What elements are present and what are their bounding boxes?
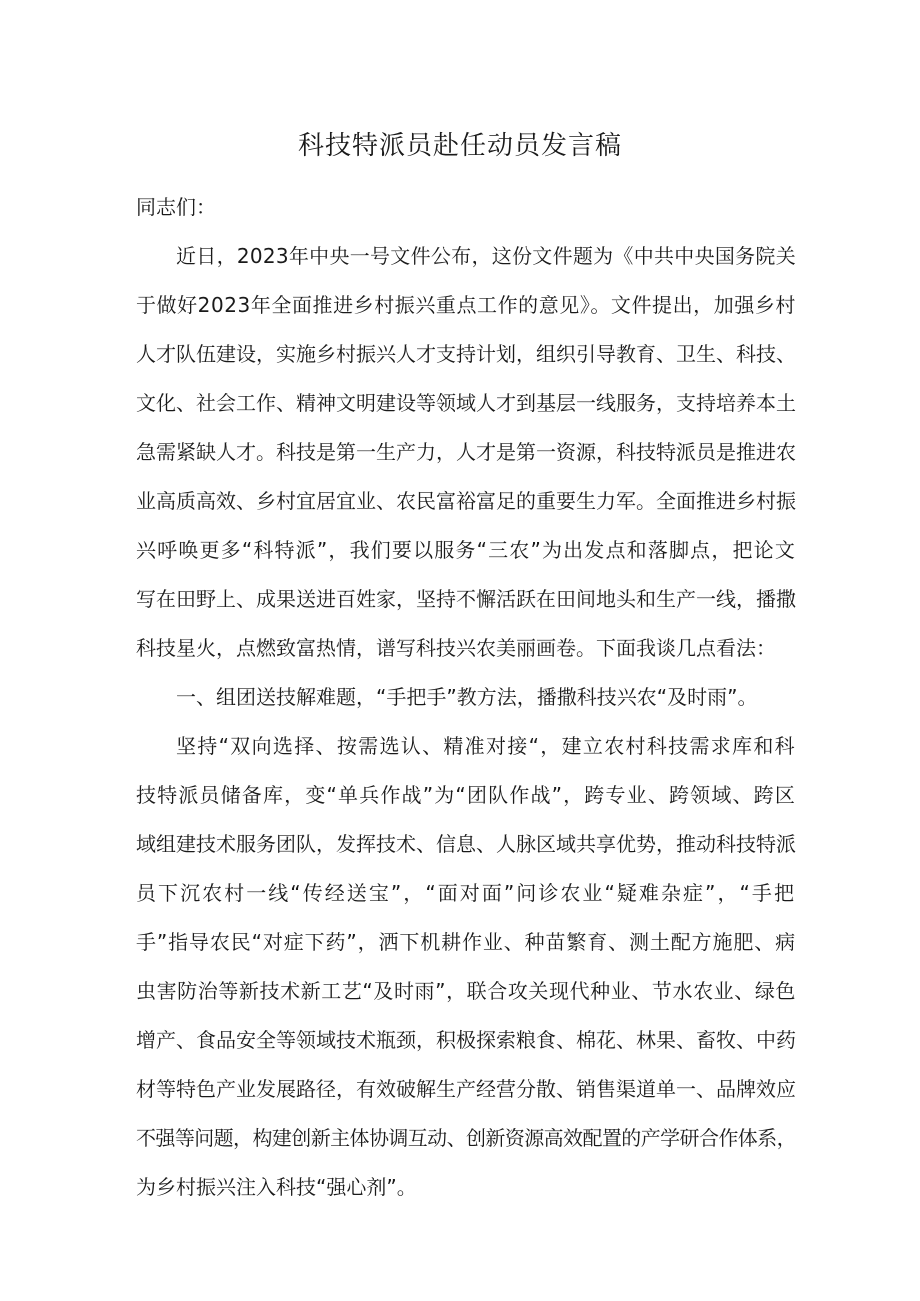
paragraph-line [136, 526, 796, 575]
salutation [136, 183, 796, 232]
line-text: 材等特色产业发展路径，有效破解生产经营分散、销售渠道单一、品牌效应 [136, 1077, 796, 1101]
line-text: 为乡村振兴注入科技“强心剂”。 [136, 1175, 417, 1199]
line-text: 域组建技术服务团队，发挥技术、信息、人脉区域共享优势，推动科技特派 [136, 832, 796, 856]
line-text: 文化、社会工作、精神文明建设等领域人才到基层一线服务，支持培养本土 [136, 391, 796, 415]
paragraph-line [136, 330, 796, 379]
line-text: 急需紧缺人才。科技是第一生产力，人才是第一资源，科技特派员是推进农 [136, 440, 796, 464]
line-text: 技特派员储备库，变“单兵作战”为“团队作战”，跨专业、跨领域、跨区 [136, 783, 796, 807]
line-text: 一、组团送技解难题，“手把手”教方法，播撒科技兴农“及时雨”。 [176, 685, 758, 709]
document-title: 科技特派员赴任动员发言稿 [297, 131, 622, 161]
paragraph-line [136, 918, 796, 967]
paragraph-line [136, 477, 796, 526]
line-text: 虫害防治等新技术新工艺“及时雨”，联合攻关现代种业、节水农业、绿色 [136, 979, 796, 1003]
paragraph-line [136, 281, 796, 330]
line-text: 员下沉农村一线“传经送宝”，“面对面”问诊农业“疑难杂症”，“手把 [136, 881, 796, 905]
paragraph-line [136, 1065, 796, 1114]
section-heading-1 [136, 673, 796, 722]
paragraph-3 [136, 722, 796, 1212]
salutation-text: 同志们： [136, 195, 216, 219]
line-text: 增产、食品安全等领域技术瓶颈，积极探索粮食、棉花、林果、畜牧、中药 [136, 1028, 796, 1052]
line-text: 坚持“双向选择、按需选认、精准对接“，建立农村科技需求库和科 [176, 734, 796, 758]
paragraph-line [136, 232, 796, 281]
paragraph-line [136, 379, 796, 428]
line-text: 近日，2023年中央一号文件公布，这份文件题为《中共中央国务院关 [176, 244, 796, 268]
line-text: 于做好2023年全面推进乡村振兴重点工作的意见》。文件提出，加强乡村 [136, 293, 796, 317]
paragraph-line [136, 869, 796, 918]
line-text: 写在田野上、成果送进百姓家，坚持不懈活跃在田间地头和生产一线，播撒 [136, 587, 796, 611]
line-text: 手”指导农民“对症下药”，洒下机耕作业、种苗繁育、测土配方施肥、病 [136, 930, 796, 954]
paragraph-line [136, 1016, 796, 1065]
line-text: 业高质高效、乡村宜居宜业、农民富裕富足的重要生力军。全面推进乡村振 [136, 489, 796, 513]
line-text: 科技星火，点燃致富热情，谱写科技兴农美丽画卷。下面我谈几点看法： [136, 636, 776, 660]
line-text: 不强等问题，构建创新主体协调互动、创新资源高效配置的产学研合作体系， [136, 1126, 796, 1150]
paragraph-line [136, 820, 796, 869]
paragraph-1 [136, 232, 796, 673]
paragraph-line [136, 771, 796, 820]
line-text: 兴呼唤更多“科特派”，我们要以服务“三农”为出发点和落脚点，把论文 [136, 538, 796, 562]
document-body [136, 183, 796, 1212]
paragraph-line [136, 1114, 796, 1163]
line-text: 人才队伍建设，实施乡村振兴人才支持计划，组织引导教育、卫生、科技、 [136, 342, 796, 366]
paragraph-line [136, 575, 796, 624]
paragraph-line [136, 722, 796, 771]
paragraph-line [136, 428, 796, 477]
paragraph-line [136, 967, 796, 1016]
paragraph-line [136, 1163, 796, 1212]
paragraph-line [136, 673, 796, 722]
paragraph-line [136, 624, 796, 673]
